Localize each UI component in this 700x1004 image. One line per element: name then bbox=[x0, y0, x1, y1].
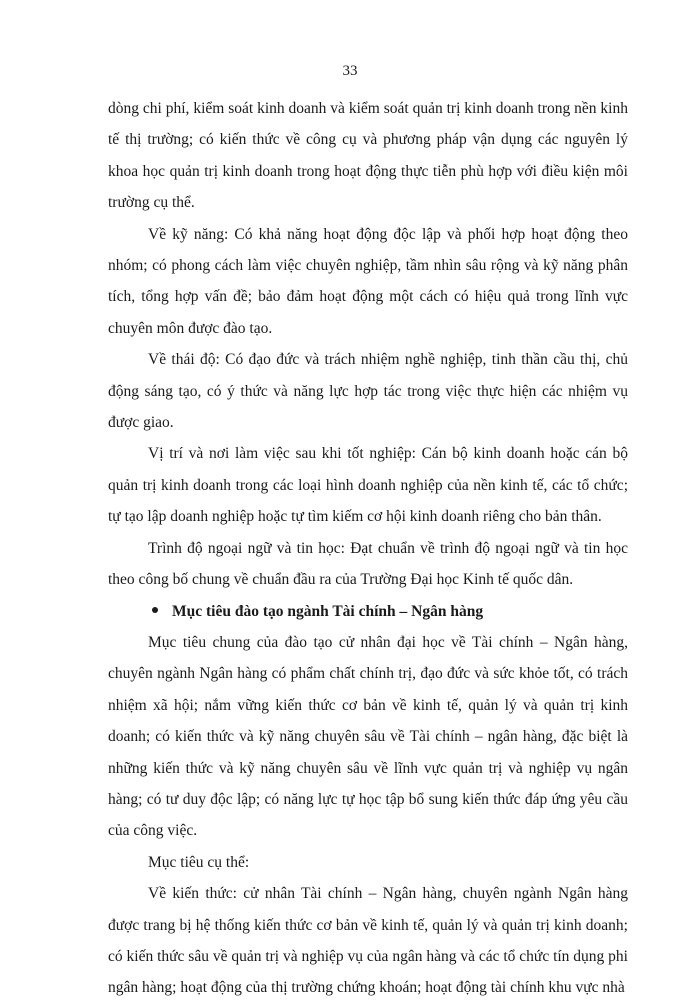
bullet-icon bbox=[152, 607, 158, 613]
paragraph-language-it: Trình độ ngoại ngữ và tin học: Đạt chuẩn về trình độ ngoại ngữ và tin học theo công bố chung về chuẩn đầu ra của Trường Đại học Kinh tế quốc dân. bbox=[108, 539, 628, 589]
paragraph-knowledge: Về kiến thức: cử nhân Tài chính – Ngân hàng, chuyên ngành Ngân hàng được trang bị hệ thống kiến thức cơ bản về kinh tế, quản lý và quản trị kinh doanh; có kiến thức sâu về quản trị và nghiệp vụ của ngân hàng và các tổ chức tín dụng phi ngân hàng; hoạt động của thị trường chứng khoán; hoạt động tài chính khu vực nhà bbox=[108, 885, 628, 997]
paragraph-general-objective: Mục tiêu chung của đào tạo cử nhân đại học về Tài chính – Ngân hàng, chuyên ngành Ngân hàng có phẩm chất chính trị, đạo đức và sức khỏe tốt, có trách nhiệm xã hội; nắm vững kiến thức cơ bản về kinh tế, quản lý và quản trị kinh doanh; có kiến thức và kỹ năng chuyên sâu về Tài chính – ngân hàng, đặc biệt là những kiến thức và kỹ năng chuyên sâu về lĩnh vực quản trị và nghiệp vụ ngân hàng; có tư duy độc lập; có năng lực tự học tập bổ sung kiến thức đáp ứng yêu cầu của công việc. bbox=[108, 633, 628, 840]
paragraph-continuation: dòng chi phí, kiểm soát kinh doanh và kiểm soát quản trị kinh doanh trong nền kinh tế thị trường; có kiến thức về công cụ và phương pháp vận dụng các nguyên lý khoa học quản trị kinh doanh trong hoạt động thực tiễn phù hợp với điều kiện môi trường cụ thể. bbox=[108, 100, 628, 212]
section-heading-text: Mục tiêu đào tạo ngành Tài chính – Ngân hàng bbox=[172, 602, 484, 620]
paragraph-skills: Về kỹ năng: Có khả năng hoạt động độc lập và phối hợp hoạt động theo nhóm; có phong cách làm việc chuyên nghiệp, tầm nhìn sâu rộng và kỹ năng phân tích, tổng hợp vấn đề; bảo đảm hoạt động một cách có hiệu quả trong lĩnh vực chuyên môn được đào tạo. bbox=[108, 225, 628, 337]
paragraph-specific-objective-label: Mục tiêu cụ thể: bbox=[148, 853, 250, 871]
paragraph-job-position: Vị trí và nơi làm việc sau khi tốt nghiệp: Cán bộ kinh doanh hoặc cán bộ quản trị kinh doanh trong các loại hình doanh nghiệp của nền kinh tế, các tổ chức; tự tạo lập doanh nghiệp hoặc tự tìm kiếm cơ hội kinh doanh riêng cho bản thân. bbox=[108, 445, 628, 526]
paragraph-attitude: Về thái độ: Có đạo đức và trách nhiệm nghề nghiệp, tinh thần cầu thị, chủ động sáng tạo, có ý thức và năng lực hợp tác trong việc thực hiện các nhiệm vụ được giao. bbox=[108, 351, 628, 432]
section-heading bbox=[108, 596, 628, 627]
page-number: 33 bbox=[342, 63, 358, 79]
document-body bbox=[108, 93, 628, 1004]
